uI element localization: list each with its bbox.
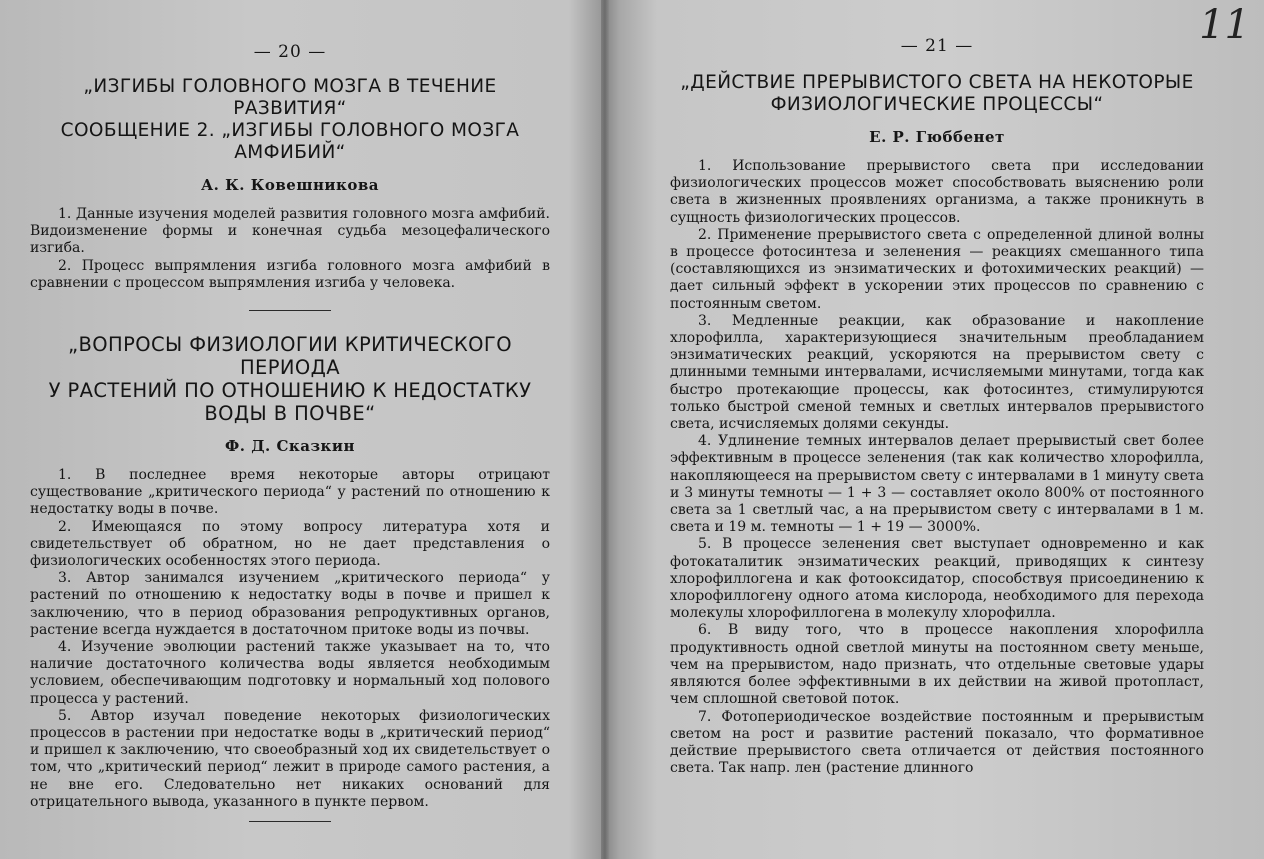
paragraph: 4. Удлинение темных интервалов делает прерывистый свет более эффективным в процессе зеленения (так как количество хлорофилла, накопляющееся на прерывистом свету с интервалами в 1 минуту света и 3 минуты темноты — 1 + 3 — составляет около 800% от постоянного света за 1 светлый час, а на прерывистом свету с интервалами в 1 м. света и 19 м. темноты — 1 + 19 — 3000%. <box>670 433 1204 536</box>
title-line: АМФИБИЙ“ <box>234 142 346 163</box>
title-line: ВОДЫ В ПОЧВЕ“ <box>204 402 376 426</box>
article-title-brain-bends <box>30 76 550 164</box>
paragraph: 7. Фотопериодическое воздействие постоянным и прерывистым светом на рост и развитие растений показало, что формативное действие прерывистого света отличается от действия постоянного света. Так напр. лен (растение длинного <box>670 708 1204 777</box>
article-title-intermittent-light <box>670 72 1204 116</box>
title-line: СООБЩЕНИЕ 2. „ИЗГИБЫ ГОЛОВНОГО МОЗГА <box>60 120 520 141</box>
left-page <box>0 0 600 859</box>
article-author: Ф. Д. Сказкин <box>225 437 355 456</box>
title-line: „ВОПРОСЫ ФИЗИОЛОГИИ КРИТИЧЕСКОГО ПЕРИОДА <box>68 333 512 380</box>
paragraph: 4. Изучение эволюции растений также указывает на то, что наличие достаточного количества воды является необходимым условием, обеспечивающим подготовку и нормальный ход полового процесса у растений. <box>30 639 550 707</box>
paragraph: 6. В виду того, что в процессе накопления хлорофилла продуктивность одной светлой минуты на постоянном свету меньше, чем на прерывистом, надо признать, что отдельные световые удары являются более эффективными в их действии на живой протопласт, чем сплошной световой поток. <box>670 622 1204 708</box>
title-line: „ИЗГИБЫ ГОЛОВНОГО МОЗГА В ТЕЧЕНИЕ РАЗВИТИЯ“ <box>83 76 497 119</box>
article-author: Е. Р. Гюббенет <box>869 128 1005 146</box>
title-line: У РАСТЕНИЙ ПО ОТНОШЕНИЮ К НЕДОСТАТКУ <box>48 379 532 403</box>
right-page <box>610 0 1264 859</box>
paragraph: 3. Автор занимался изучением „критического периода“ у растений по отношению к недостатку воды в почве и пришел к заключению, что в период образования репродуктивных органов, растение всегда нуждается в достаточном притоке воды из почвы. <box>30 570 550 638</box>
title-line: ФИЗИОЛОГИЧЕСКИЕ ПРОЦЕССЫ“ <box>770 94 1104 115</box>
paragraph: 2. Имеющаяся по этому вопросу литература хотя и свидетельствует об обратном, но не дает представления о физиологических особенностях этого периода. <box>30 518 550 570</box>
paragraph: 2. Применение прерывистого света с определенной длиной волны в процессе фотосинтеза и зеленения — реакциях смешанного типа (составляющихся из энзиматических и фотохимических реакций) — дает сильный эффект в ускорении этих процессов по сравнению с постоянным светом. <box>670 226 1204 312</box>
paragraph: 5. Автор изучал поведение некоторых физиологических процессов в растении при недостатке воды в „критический период“ и пришел к заключению, что своеобразный ход их свидетельствует о том, что „критический период“ лежит в природе самого растения, а не вне его. Следовательно нет никаких оснований для отрицательного вывода, указанного в пункте первом. <box>30 707 550 810</box>
paragraph: 2. Процесс выпрямления изгиба головного мозга амфибий в сравнении с процессом выпрямления изгиба у человека. <box>30 257 550 291</box>
section-divider <box>249 310 331 311</box>
page-crease <box>601 0 609 859</box>
page-number-left: — 20 — <box>253 42 327 62</box>
paragraph: 1. Использование прерывистого света при исследовании физиологических процессов может способствовать выяснению роли света в жизненных проявлениях организма, а также проникнуть в сущность физиологических процессов. <box>670 158 1204 226</box>
title-line: „ДЕЙСТВИЕ ПРЕРЫВИСТОГО СВЕТА НА НЕКОТОРЫЕ <box>680 72 1194 93</box>
section-divider <box>249 821 331 822</box>
paragraph: 3. Медленные реакции, как образование и накопление хлорофилла, характеризующиеся значительным преобладанием энзиматических реакций, ускоряются на прерывистом свету с длинными темными интервалами, исчисляемыми минутами, тогда как быстро протекающие процессы, как фотосинтез, стимулируются только быстрой сменой темных и светлых интервалов прерывистого света, исчисляемых долями секунды. <box>670 312 1204 433</box>
paragraph: 1. Данные изучения моделей развития головного мозга амфибий. Видоизменение формы и конечная судьба мезоцефалического изгиба. <box>30 206 550 257</box>
paragraph: 1. В последнее время некоторые авторы отрицают существование „критического периода“ у растений по отношению к недостатку воды в почве. <box>30 467 550 518</box>
article-title-critical-period <box>30 333 550 425</box>
paragraph: 5. В процессе зеленения свет выступает одновременно и как фотокаталитик энзиматических реакций, приводящих к синтезу хлорофиллогена и как фотооксидатор, способствуя присоединению к хлорофиллогену одного атома кислорода, необходимого для перехода молекулы хлорофиллогена в молекулу хлорофилла. <box>670 536 1204 622</box>
article-author: А. К. Ковешникова <box>200 176 380 194</box>
handwritten-margin-mark: 11 <box>1199 2 1250 48</box>
page-number-right: — 21 — <box>900 36 974 56</box>
